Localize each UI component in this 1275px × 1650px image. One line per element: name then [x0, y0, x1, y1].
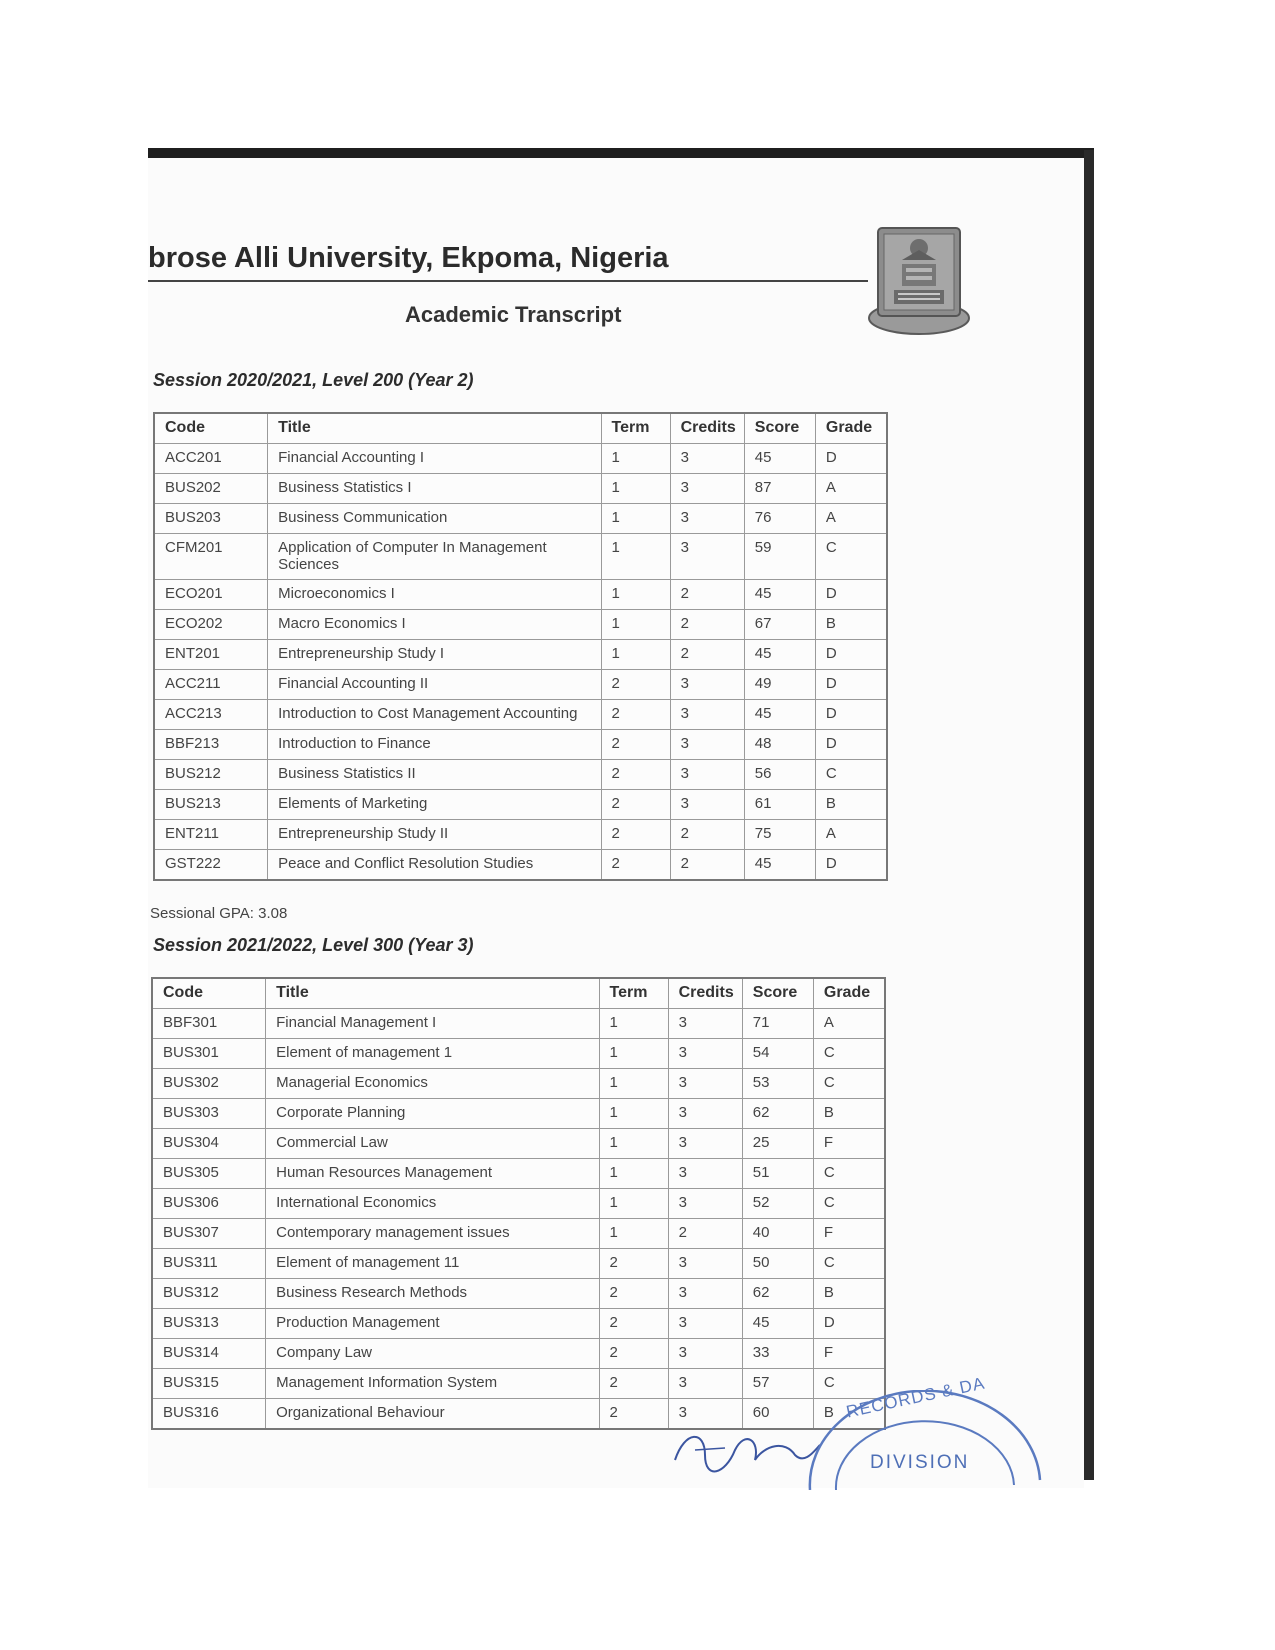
- cell-score: 40: [742, 1219, 813, 1249]
- cell-term: 1: [599, 1219, 668, 1249]
- column-header-term: Term: [601, 413, 670, 444]
- table-row: [154, 580, 887, 610]
- cell-title: Managerial Economics: [266, 1069, 599, 1099]
- cell-title: Introduction to Cost Management Accounting: [268, 700, 601, 730]
- cell-score: 54: [742, 1039, 813, 1069]
- column-header-title: Title: [268, 413, 601, 444]
- table-row: [152, 1339, 885, 1369]
- table-row: [152, 1129, 885, 1159]
- table-row: [154, 534, 887, 580]
- table-row: [152, 1069, 885, 1099]
- cell-term: 2: [599, 1399, 668, 1430]
- cell-credits: 3: [670, 790, 744, 820]
- cell-credits: 3: [670, 474, 744, 504]
- cell-term: 2: [601, 730, 670, 760]
- cell-score: 75: [744, 820, 815, 850]
- cell-title: Commercial Law: [266, 1129, 599, 1159]
- cell-code: BUS313: [152, 1309, 266, 1339]
- table-header-row: [154, 413, 887, 444]
- cell-grade: B: [813, 1279, 885, 1309]
- cell-grade: D: [815, 670, 887, 700]
- cell-credits: 3: [668, 1129, 742, 1159]
- table-row: [152, 1369, 885, 1399]
- cell-score: 62: [742, 1279, 813, 1309]
- table-row: [154, 700, 887, 730]
- table-row: [154, 730, 887, 760]
- cell-score: 25: [742, 1129, 813, 1159]
- cell-credits: 3: [670, 760, 744, 790]
- cell-term: 2: [601, 700, 670, 730]
- cell-credits: 3: [670, 504, 744, 534]
- cell-code: BUS312: [152, 1279, 266, 1309]
- cell-code: ENT201: [154, 640, 268, 670]
- cell-score: 45: [744, 580, 815, 610]
- cell-term: 1: [601, 474, 670, 504]
- cell-grade: D: [815, 580, 887, 610]
- cell-grade: F: [813, 1219, 885, 1249]
- column-header-code: Code: [154, 413, 268, 444]
- cell-code: BUS302: [152, 1069, 266, 1099]
- cell-score: 53: [742, 1069, 813, 1099]
- cell-title: Human Resources Management: [266, 1159, 599, 1189]
- cell-score: 71: [742, 1009, 813, 1039]
- column-header-grade: Grade: [815, 413, 887, 444]
- scan-edge-right: [1084, 150, 1094, 1480]
- cell-credits: 3: [668, 1189, 742, 1219]
- cell-term: 1: [601, 610, 670, 640]
- cell-grade: C: [813, 1159, 885, 1189]
- cell-grade: C: [815, 760, 887, 790]
- cell-credits: 3: [670, 670, 744, 700]
- table-body: [154, 444, 887, 881]
- cell-code: ENT211: [154, 820, 268, 850]
- results-table: [151, 977, 886, 1430]
- cell-title: Application of Computer In Management Sciences: [268, 534, 601, 580]
- table-row: [154, 610, 887, 640]
- cell-term: 2: [601, 820, 670, 850]
- cell-grade: D: [815, 730, 887, 760]
- cell-term: 2: [601, 790, 670, 820]
- cell-credits: 2: [668, 1219, 742, 1249]
- cell-grade: D: [813, 1309, 885, 1339]
- cell-title: Financial Management I: [266, 1009, 599, 1039]
- table-row: [154, 474, 887, 504]
- cell-score: 45: [742, 1309, 813, 1339]
- cell-score: 62: [742, 1099, 813, 1129]
- cell-score: 45: [744, 640, 815, 670]
- cell-title: Organizational Behaviour: [266, 1399, 599, 1430]
- cell-title: International Economics: [266, 1189, 599, 1219]
- university-crest-icon: [866, 226, 972, 338]
- sessional-gpa: Sessional GPA: 3.08: [150, 905, 288, 922]
- cell-title: Production Management: [266, 1309, 599, 1339]
- cell-code: BUS203: [154, 504, 268, 534]
- cell-grade: A: [815, 504, 887, 534]
- cell-title: Company Law: [266, 1339, 599, 1369]
- cell-code: BUS212: [154, 760, 268, 790]
- cell-grade: A: [813, 1009, 885, 1039]
- table-row: [154, 640, 887, 670]
- cell-grade: C: [813, 1039, 885, 1069]
- cell-credits: 3: [668, 1279, 742, 1309]
- cell-term: 1: [601, 504, 670, 534]
- cell-code: GST222: [154, 850, 268, 881]
- table-header-row: [152, 978, 885, 1009]
- cell-term: 1: [599, 1009, 668, 1039]
- cell-grade: A: [815, 474, 887, 504]
- cell-credits: 3: [668, 1339, 742, 1369]
- cell-term: 2: [599, 1369, 668, 1399]
- cell-term: 2: [601, 850, 670, 881]
- cell-score: 67: [744, 610, 815, 640]
- cell-score: 57: [742, 1369, 813, 1399]
- cell-score: 45: [744, 700, 815, 730]
- cell-score: 61: [744, 790, 815, 820]
- cell-credits: 2: [670, 580, 744, 610]
- table-row: [154, 820, 887, 850]
- cell-grade: D: [815, 700, 887, 730]
- cell-title: Business Statistics II: [268, 760, 601, 790]
- cell-score: 50: [742, 1249, 813, 1279]
- cell-term: 1: [601, 580, 670, 610]
- cell-code: BUS305: [152, 1159, 266, 1189]
- cell-title: Business Communication: [268, 504, 601, 534]
- cell-term: 2: [601, 670, 670, 700]
- cell-code: BUS303: [152, 1099, 266, 1129]
- table-row: [154, 670, 887, 700]
- cell-grade: C: [813, 1189, 885, 1219]
- cell-term: 1: [601, 444, 670, 474]
- cell-score: 76: [744, 504, 815, 534]
- cell-title: Element of management 11: [266, 1249, 599, 1279]
- cell-title: Introduction to Finance: [268, 730, 601, 760]
- cell-credits: 3: [670, 700, 744, 730]
- session-heading: Session 2020/2021, Level 200 (Year 2): [153, 370, 474, 390]
- cell-credits: 3: [668, 1249, 742, 1279]
- cell-grade: F: [813, 1129, 885, 1159]
- cell-title: Microeconomics I: [268, 580, 601, 610]
- cell-code: ACC201: [154, 444, 268, 474]
- scan-edge-top: [148, 148, 1094, 158]
- cell-grade: B: [813, 1399, 885, 1430]
- university-name: brose Alli University, Ekpoma, Nigeria: [148, 242, 669, 274]
- cell-term: 2: [599, 1279, 668, 1309]
- cell-credits: 2: [670, 850, 744, 881]
- cell-score: 45: [744, 444, 815, 474]
- cell-credits: 3: [668, 1369, 742, 1399]
- cell-credits: 3: [670, 730, 744, 760]
- cell-title: Entrepreneurship Study II: [268, 820, 601, 850]
- cell-term: 1: [599, 1099, 668, 1129]
- cell-credits: 3: [668, 1399, 742, 1430]
- cell-code: BUS314: [152, 1339, 266, 1369]
- cell-score: 48: [744, 730, 815, 760]
- cell-title: Management Information System: [266, 1369, 599, 1399]
- cell-term: 1: [599, 1129, 668, 1159]
- cell-code: ACC211: [154, 670, 268, 700]
- cell-code: BUS202: [154, 474, 268, 504]
- table-row: [152, 1099, 885, 1129]
- cell-credits: 3: [668, 1069, 742, 1099]
- cell-term: 2: [599, 1339, 668, 1369]
- column-header-credits: Credits: [668, 978, 742, 1009]
- table-row: [154, 760, 887, 790]
- cell-title: Macro Economics I: [268, 610, 601, 640]
- cell-title: Financial Accounting I: [268, 444, 601, 474]
- column-header-score: Score: [744, 413, 815, 444]
- cell-score: 51: [742, 1159, 813, 1189]
- cell-code: ECO201: [154, 580, 268, 610]
- document-title: Academic Transcript: [405, 302, 622, 327]
- cell-grade: C: [813, 1369, 885, 1399]
- cell-title: Business Research Methods: [266, 1279, 599, 1309]
- cell-code: BBF301: [152, 1009, 266, 1039]
- column-header-code: Code: [152, 978, 266, 1009]
- column-header-grade: Grade: [813, 978, 885, 1009]
- cell-score: 52: [742, 1189, 813, 1219]
- table-row: [152, 1249, 885, 1279]
- cell-term: 1: [601, 534, 670, 580]
- cell-score: 87: [744, 474, 815, 504]
- session-heading: Session 2021/2022, Level 300 (Year 3): [153, 935, 474, 955]
- table-row: [154, 444, 887, 474]
- table-row: [154, 790, 887, 820]
- cell-title: Business Statistics I: [268, 474, 601, 504]
- table-row: [152, 1039, 885, 1069]
- cell-score: 33: [742, 1339, 813, 1369]
- table-row: [152, 1279, 885, 1309]
- cell-code: ACC213: [154, 700, 268, 730]
- cell-grade: D: [815, 640, 887, 670]
- cell-title: Corporate Planning: [266, 1099, 599, 1129]
- cell-title: Contemporary management issues: [266, 1219, 599, 1249]
- cell-term: 1: [599, 1069, 668, 1099]
- table-row: [152, 1189, 885, 1219]
- table-row: [152, 1159, 885, 1189]
- cell-credits: 2: [670, 640, 744, 670]
- stamp-arc-text: RECORDS & DA: [844, 1373, 987, 1422]
- column-header-title: Title: [266, 978, 599, 1009]
- column-header-score: Score: [742, 978, 813, 1009]
- results-table: [153, 412, 888, 881]
- cell-code: BUS306: [152, 1189, 266, 1219]
- cell-credits: 3: [670, 534, 744, 580]
- cell-credits: 3: [668, 1159, 742, 1189]
- cell-credits: 3: [670, 444, 744, 474]
- cell-term: 1: [601, 640, 670, 670]
- cell-term: 1: [599, 1159, 668, 1189]
- table-row: [154, 504, 887, 534]
- cell-code: BUS301: [152, 1039, 266, 1069]
- cell-title: Peace and Conflict Resolution Studies: [268, 850, 601, 881]
- cell-grade: D: [815, 444, 887, 474]
- table-row: [154, 850, 887, 881]
- cell-code: BUS304: [152, 1129, 266, 1159]
- cell-score: 60: [742, 1399, 813, 1430]
- cell-term: 1: [599, 1189, 668, 1219]
- cell-code: BUS307: [152, 1219, 266, 1249]
- cell-grade: B: [813, 1099, 885, 1129]
- cell-code: BUS311: [152, 1249, 266, 1279]
- cell-score: 45: [744, 850, 815, 881]
- cell-score: 59: [744, 534, 815, 580]
- cell-title: Elements of Marketing: [268, 790, 601, 820]
- cell-title: Entrepreneurship Study I: [268, 640, 601, 670]
- cell-credits: 2: [670, 820, 744, 850]
- table-row: [152, 1219, 885, 1249]
- cell-title: Element of management 1: [266, 1039, 599, 1069]
- cell-title: Financial Accounting II: [268, 670, 601, 700]
- table-row: [152, 1009, 885, 1039]
- cell-grade: C: [813, 1249, 885, 1279]
- cell-term: 2: [599, 1249, 668, 1279]
- cell-code: BUS315: [152, 1369, 266, 1399]
- cell-grade: D: [815, 850, 887, 881]
- cell-credits: 2: [670, 610, 744, 640]
- column-header-credits: Credits: [670, 413, 744, 444]
- cell-code: CFM201: [154, 534, 268, 580]
- cell-code: BBF213: [154, 730, 268, 760]
- cell-grade: C: [815, 534, 887, 580]
- stamp-division-text: DIVISION: [870, 1452, 970, 1473]
- cell-grade: C: [813, 1069, 885, 1099]
- cell-term: 2: [599, 1309, 668, 1339]
- cell-score: 49: [744, 670, 815, 700]
- cell-grade: B: [815, 790, 887, 820]
- table-row: [152, 1309, 885, 1339]
- title-underline: [148, 280, 868, 282]
- cell-term: 1: [599, 1039, 668, 1069]
- cell-term: 2: [601, 760, 670, 790]
- cell-grade: B: [815, 610, 887, 640]
- cell-credits: 3: [668, 1099, 742, 1129]
- cell-code: ECO202: [154, 610, 268, 640]
- cell-grade: A: [815, 820, 887, 850]
- cell-grade: F: [813, 1339, 885, 1369]
- cell-credits: 3: [668, 1009, 742, 1039]
- cell-credits: 3: [668, 1309, 742, 1339]
- column-header-term: Term: [599, 978, 668, 1009]
- table-body: [152, 1009, 885, 1430]
- cell-code: BUS316: [152, 1399, 266, 1430]
- cell-score: 56: [744, 760, 815, 790]
- cell-code: BUS213: [154, 790, 268, 820]
- cell-credits: 3: [668, 1039, 742, 1069]
